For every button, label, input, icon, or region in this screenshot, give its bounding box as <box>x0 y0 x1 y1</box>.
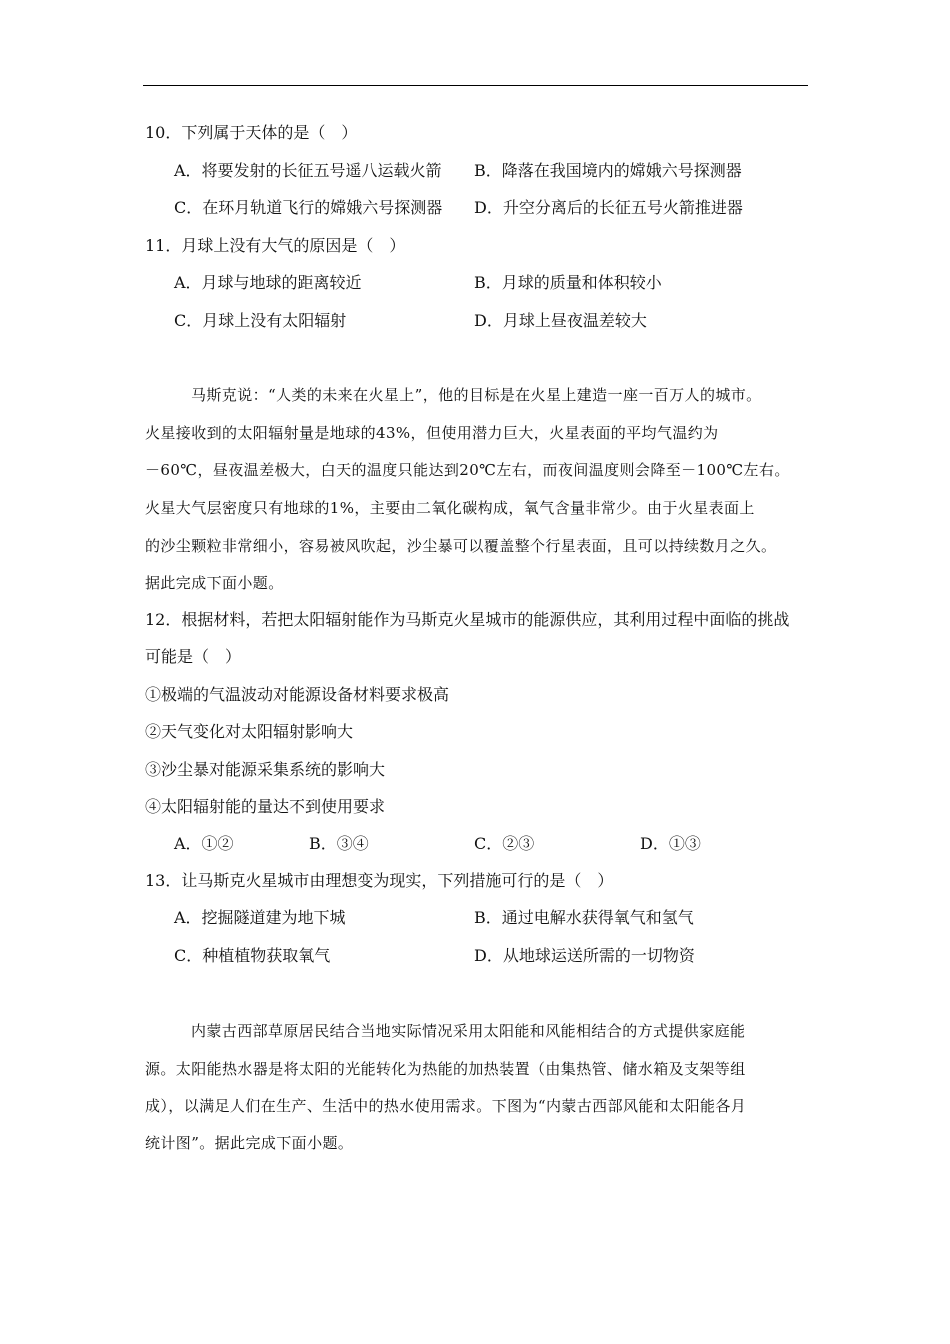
q11-option-d[interactable]: D．月球上昼夜温差较大 <box>474 311 647 330</box>
q13-option-a[interactable]: A．挖掘隧道建为地下城 <box>174 908 346 927</box>
passage2-line: 成），以满足人们在生产、生活中的热水使用需求。下图为“内蒙古西部风能和太阳能各月 <box>145 1097 747 1115</box>
q11-option-a[interactable]: A．月球与地球的距离较近 <box>174 273 362 292</box>
q11-stem: 11．月球上没有大气的原因是（ ） <box>145 236 406 255</box>
q13-option-c[interactable]: C．种植植物获取氧气 <box>174 946 331 965</box>
q13-option-b[interactable]: B．通过电解水获得氧气和氢气 <box>474 908 694 927</box>
q11-option-c[interactable]: C．月球上没有太阳辐射 <box>174 311 347 330</box>
q12-stem: 12．根据材料，若把太阳辐射能作为马斯克火星城市的能源供应，其利用过程中面临的挑战 <box>145 610 790 629</box>
header-rule <box>143 85 808 86</box>
q10-option-a[interactable]: A．将要发射的长征五号遥八运载火箭 <box>174 161 442 180</box>
passage1-line: 火星接收到的太阳辐射量是地球的43%，但使用潜力巨大，火星表面的平均气温约为 <box>145 424 719 442</box>
q11-option-b[interactable]: B．月球的质量和体积较小 <box>474 273 662 292</box>
q12-option-c[interactable]: C．②③ <box>474 834 535 853</box>
q10-stem: 10．下列属于天体的是（ ） <box>145 123 358 142</box>
passage1-line: 火星大气层密度只有地球的1%，主要由二氧化碳构成，氧气含量非常少。由于火星表面上 <box>145 499 755 517</box>
q12-stem-cont: 可能是（ ） <box>145 647 242 666</box>
passage1-line: －60℃，昼夜温差极大，白天的温度只能达到20℃左右，而夜间温度则会降至－100℃左右。 <box>145 461 790 479</box>
q12-item: ①极端的气温波动对能源设备材料要求极高 <box>145 685 450 704</box>
q12-item: ④太阳辐射能的量达不到使用要求 <box>145 797 386 816</box>
q12-item: ②天气变化对太阳辐射影响大 <box>145 722 354 741</box>
q10-option-d[interactable]: D．升空分离后的长征五号火箭推进器 <box>474 198 743 217</box>
passage1-line: 马斯克说：“人类的未来在火星上”，他的目标是在火星上建造一座一百万人的城市。 <box>191 386 762 404</box>
passage2-line: 统计图”。据此完成下面小题。 <box>145 1134 354 1152</box>
passage2-line: 源。太阳能热水器是将太阳的光能转化为热能的加热装置（由集热管、储水箱及支架等组 <box>145 1060 746 1078</box>
q13-option-d[interactable]: D．从地球运送所需的一切物资 <box>474 946 695 965</box>
passage1-line: 的沙尘颗粒非常细小，容易被风吹起，沙尘暴可以覆盖整个行星表面，且可以持续数月之久。 <box>145 537 777 555</box>
q10-option-c[interactable]: C．在环月轨道飞行的嫦娥六号探测器 <box>174 198 443 217</box>
q12-option-a[interactable]: A．①② <box>174 834 234 853</box>
q12-item: ③沙尘暴对能源采集系统的影响大 <box>145 760 386 779</box>
q13-stem: 13．让马斯克火星城市由理想变为现实，下列措施可行的是（ ） <box>145 871 614 890</box>
passage1-line: 据此完成下面小题。 <box>145 574 284 592</box>
q12-option-b[interactable]: B．③④ <box>309 834 369 853</box>
passage2-line: 内蒙古西部草原居民结合当地实际情况采用太阳能和风能相结合的方式提供家庭能 <box>191 1022 746 1040</box>
q10-option-b[interactable]: B．降落在我国境内的嫦娥六号探测器 <box>474 161 742 180</box>
q12-option-d[interactable]: D．①③ <box>640 834 701 853</box>
